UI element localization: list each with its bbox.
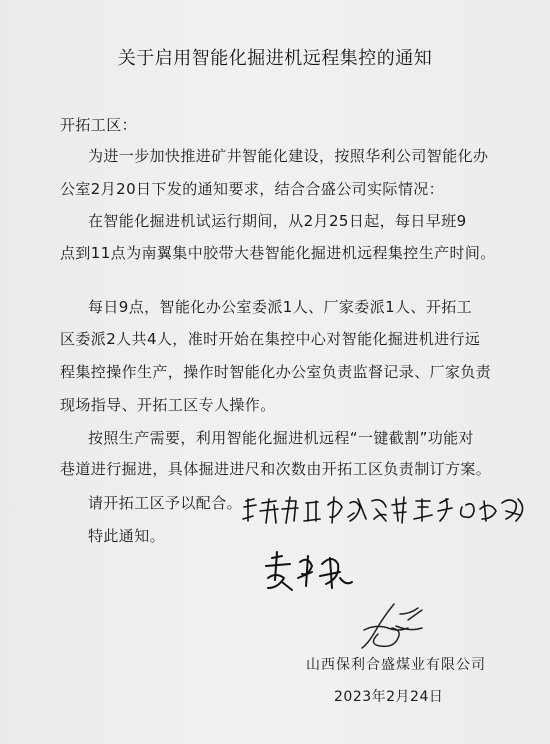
issuer-company: 山西保利合盛煤业有限公司 (306, 657, 486, 673)
paragraph-3-line-2: 区委派2人共4人，准时开始在集控中心对智能化掘进机进行远 (60, 330, 481, 348)
paragraph-2-line-2: 点到11点为南翼集中胶带大巷智能化掘进机远程集控生产时间。 (60, 244, 496, 262)
paragraph-1-line-2: 公室2月20日下发的通知要求，结合合盛公司实际情况： (60, 180, 445, 198)
paragraph-3-line-3: 程集控操作生产，操作时智能化办公室负责监督记录、厂家负责 (60, 363, 492, 381)
document-title: 关于启用智能化掘进机远程集控的通知 (117, 48, 433, 69)
salutation: 开拓工区： (60, 116, 138, 134)
paragraph-3-line-1: 每日9点，智能化办公室委派1人、厂家委派1人、开拓工 (88, 298, 473, 316)
closing-request: 请开拓工区予以配合。 (88, 494, 243, 512)
paragraph-3-line-4: 现场指导、开拓工区专人操作。 (60, 396, 276, 414)
issue-date: 2023年2月24日 (334, 689, 444, 705)
paragraph-4-line-1: 按照生产需要，利用智能化掘进机远程“一键截割”功能对 (88, 429, 474, 447)
signature-2 (350, 600, 430, 652)
signature-1 (258, 548, 358, 604)
paragraph-4-line-2: 巷道进行掘进，具体掘进进尺和次数由开拓工区负责制订方案。 (60, 460, 492, 478)
paragraph-2-line-1: 在智能化掘进机试运行期间，从2月25日起，每日早班9 (88, 212, 467, 230)
handwritten-annotation (240, 491, 540, 531)
closing-notice: 特此通知。 (88, 527, 166, 545)
paragraph-1-line-1: 为进一步加快推进矿井智能化建设，按照华利公司智能化办 (88, 147, 489, 165)
